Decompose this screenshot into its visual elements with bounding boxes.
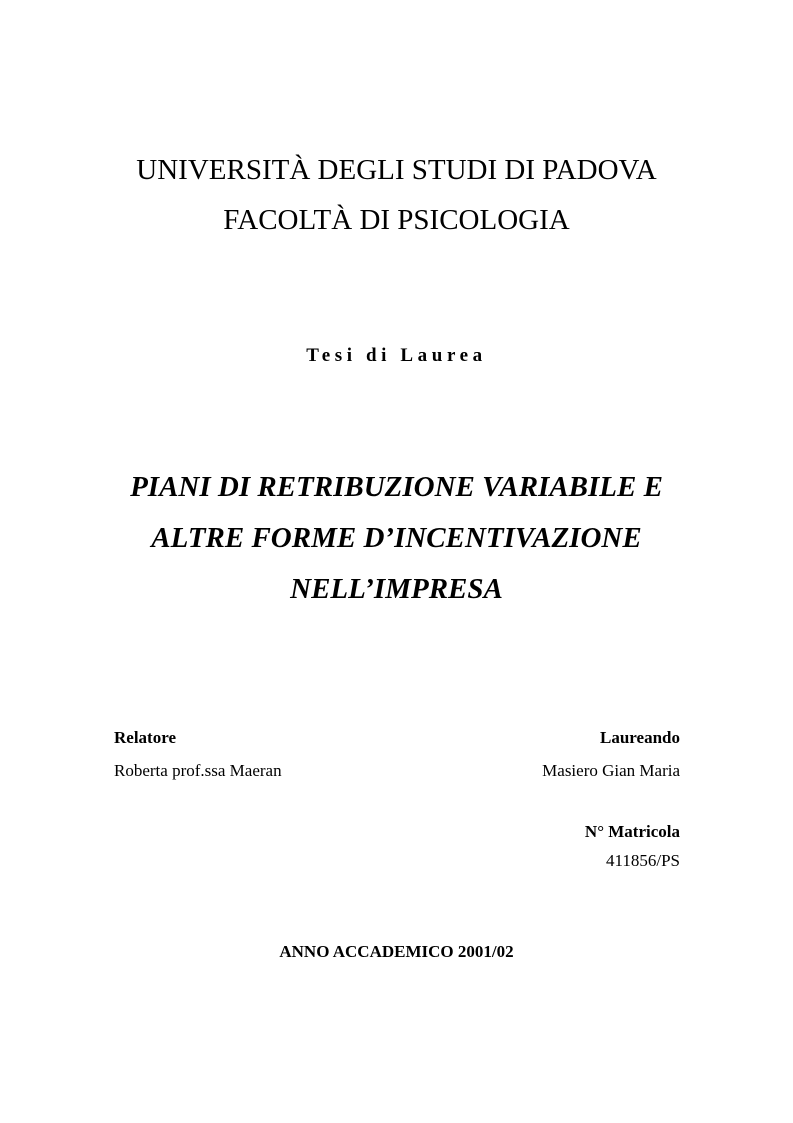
thesis-type: Tesi di Laurea [306, 345, 487, 366]
relatore-label: Relatore [114, 728, 176, 747]
thesis-title-line-1: PIANI DI RETRIBUZIONE VARIABILE E [130, 471, 663, 503]
laureando-label: Laureando [600, 728, 680, 747]
university-name: UNIVERSITÀ DEGLI STUDI DI PADOVA [136, 154, 657, 186]
academic-year: ANNO ACCADEMICO 2001/02 [279, 942, 514, 961]
laureando-name: Masiero Gian Maria [542, 761, 680, 780]
thesis-title-line-2: ALTRE FORME D’INCENTIVAZIONE [151, 522, 642, 554]
matricola-value: 411856/PS [605, 851, 680, 870]
faculty-name: FACOLTÀ DI PSICOLOGIA [223, 204, 570, 236]
matricola-label: N° Matricola [584, 822, 680, 841]
thesis-title-line-3: NELL’IMPRESA [290, 573, 503, 605]
relatore-name: Roberta prof.ssa Maeran [114, 761, 282, 780]
